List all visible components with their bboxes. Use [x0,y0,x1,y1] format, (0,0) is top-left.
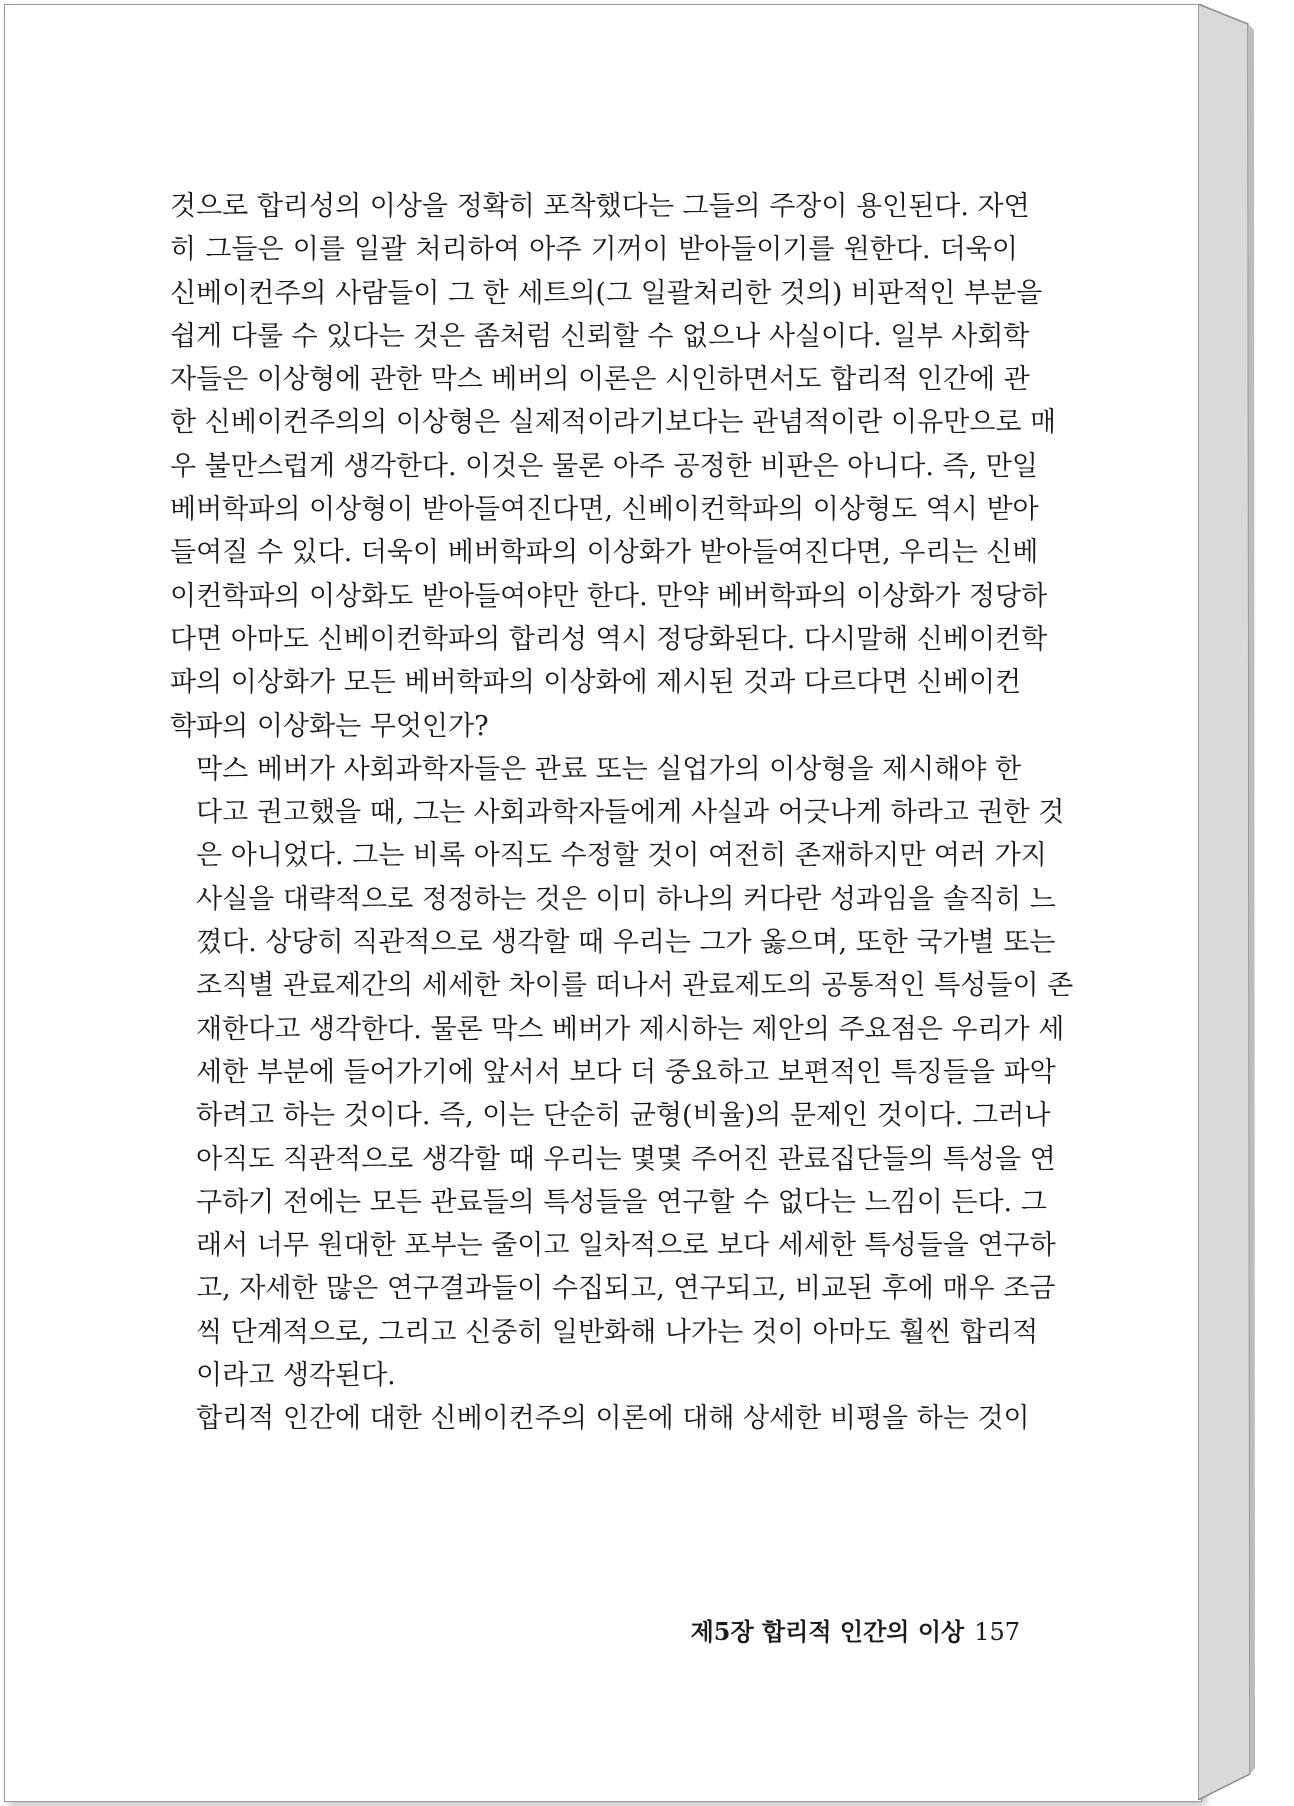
text-line: 신베이컨주의 사람들이 그 한 세트의(그 일괄처리한 것의) 비판적인 부분을 [170,277,1043,309]
text-line: 베버학파의 이상형이 받아들여진다면, 신베이컨학파의 이상형도 역시 받아 [170,494,1039,526]
page-number: 157 [974,1618,1020,1646]
text-line: 구하기 전에는 모든 관료들의 특성들을 연구할 수 없다는 느낌이 든다. 그 [196,1186,1047,1218]
book-edge [1198,4,1256,1800]
paragraph-1 [170,185,1057,748]
text-line: 이컨학파의 이상화도 받아들여야만 한다. 만약 베버학파의 이상화가 정당하 [170,580,1048,612]
text-line: 고, 자세한 많은 연구결과들이 수집되고, 연구되고, 비교된 후에 매우 조금 [196,1273,1056,1305]
text-line: 쉽게 다룰 수 있다는 것은 좀처럼 신뢰할 수 없으나 사실이다. 일부 사회학 [170,320,1030,352]
text-line: 은 아니었다. 그는 비록 아직도 수정할 것이 여전히 존재하지만 여러 가지 [196,840,1047,872]
text-line: 히 그들은 이를 일괄 처리하여 아주 기꺼이 받아들이기를 원한다. 더욱이 [170,234,1018,266]
text-line: 래서 너무 원대한 포부는 줄이고 일차적으로 보다 세세한 특성들을 연구하 [196,1230,1056,1262]
text-line: 우 불만스럽게 생각한다. 이것은 물론 아주 공정한 비판은 아니다. 즉, 만일 [170,450,1038,482]
text-line: 씩 단계적으로, 그리고 신중히 일반화해 나가는 것이 아마도 훨씬 합리적 [196,1316,1039,1348]
text-line: 다고 권고했을 때, 그는 사회과학자들에게 사실과 어긋나게 하라고 권한 것 [196,797,1065,829]
text-line: 학파의 이상화는 무엇인가? [170,710,489,742]
text-line: 합리적 인간에 대한 신베이컨주의 이론에 대해 상세한 비평을 하는 것이 [196,1403,1030,1435]
text-line: 사실을 대략적으로 정정하는 것은 이미 하나의 커다란 성과임을 솔직히 느 [196,883,1056,915]
text-line: 것으로 합리성의 이상을 정확히 포착했다는 그들의 주장이 용인된다. 자연 [170,191,1030,222]
text-line: 파의 이상화가 모든 베버학파의 이상화에 제시된 것과 다르다면 신베이컨 [170,667,1022,699]
text-line: 재한다고 생각한다. 물론 막스 베버가 제시하는 제안의 주요점은 우리가 세 [196,1013,1065,1045]
text-line: 막스 베버가 사회과학자들은 관료 또는 실업가의 이상형을 제시해야 한 [196,753,1022,785]
text-line: 자들은 이상형에 관한 막스 베버의 이론은 시인하면서도 합리적 인간에 관 [170,364,1030,396]
text-line: 하려고 하는 것이다. 즉, 이는 단순히 균형(비율)의 문제인 것이다. 그러나 [196,1100,1051,1132]
text-line: 조직별 관료제간의 세세한 차이를 떠나서 관료제도의 공통적인 특성들이 존 [196,970,1074,1002]
text-line: 아직도 직관적으로 생각할 때 우리는 몇몇 주어진 관료집단들의 특성을 연 [196,1143,1056,1175]
text-line: 꼈다. 상당히 직관적으로 생각할 때 우리는 그가 옳으며, 또한 국가별 또는 [196,927,1056,959]
text-line: 한 신베이컨주의의 이상형은 실제적이라기보다는 관념적이란 이유만으로 매 [170,407,1057,439]
running-footer [690,1612,1020,1647]
chapter-title: 제5장 합리적 인간의 이상 [690,1617,965,1646]
paragraph-3 [170,1397,1030,1440]
page-text [170,185,1074,1441]
text-line: 들여질 수 있다. 더욱이 베버학파의 이상화가 받아들여진다면, 우리는 신베 [170,537,1039,569]
text-line: 이라고 생각된다. [196,1360,396,1392]
paragraph-2 [170,748,1074,1397]
text-line: 다면 아마도 신베이컨학파의 합리성 역시 정당화된다. 다시말해 신베이컨학 [170,623,1048,655]
text-line: 세한 부분에 들어가기에 앞서서 보다 더 중요하고 보편적인 특징들을 파악 [196,1056,1056,1088]
